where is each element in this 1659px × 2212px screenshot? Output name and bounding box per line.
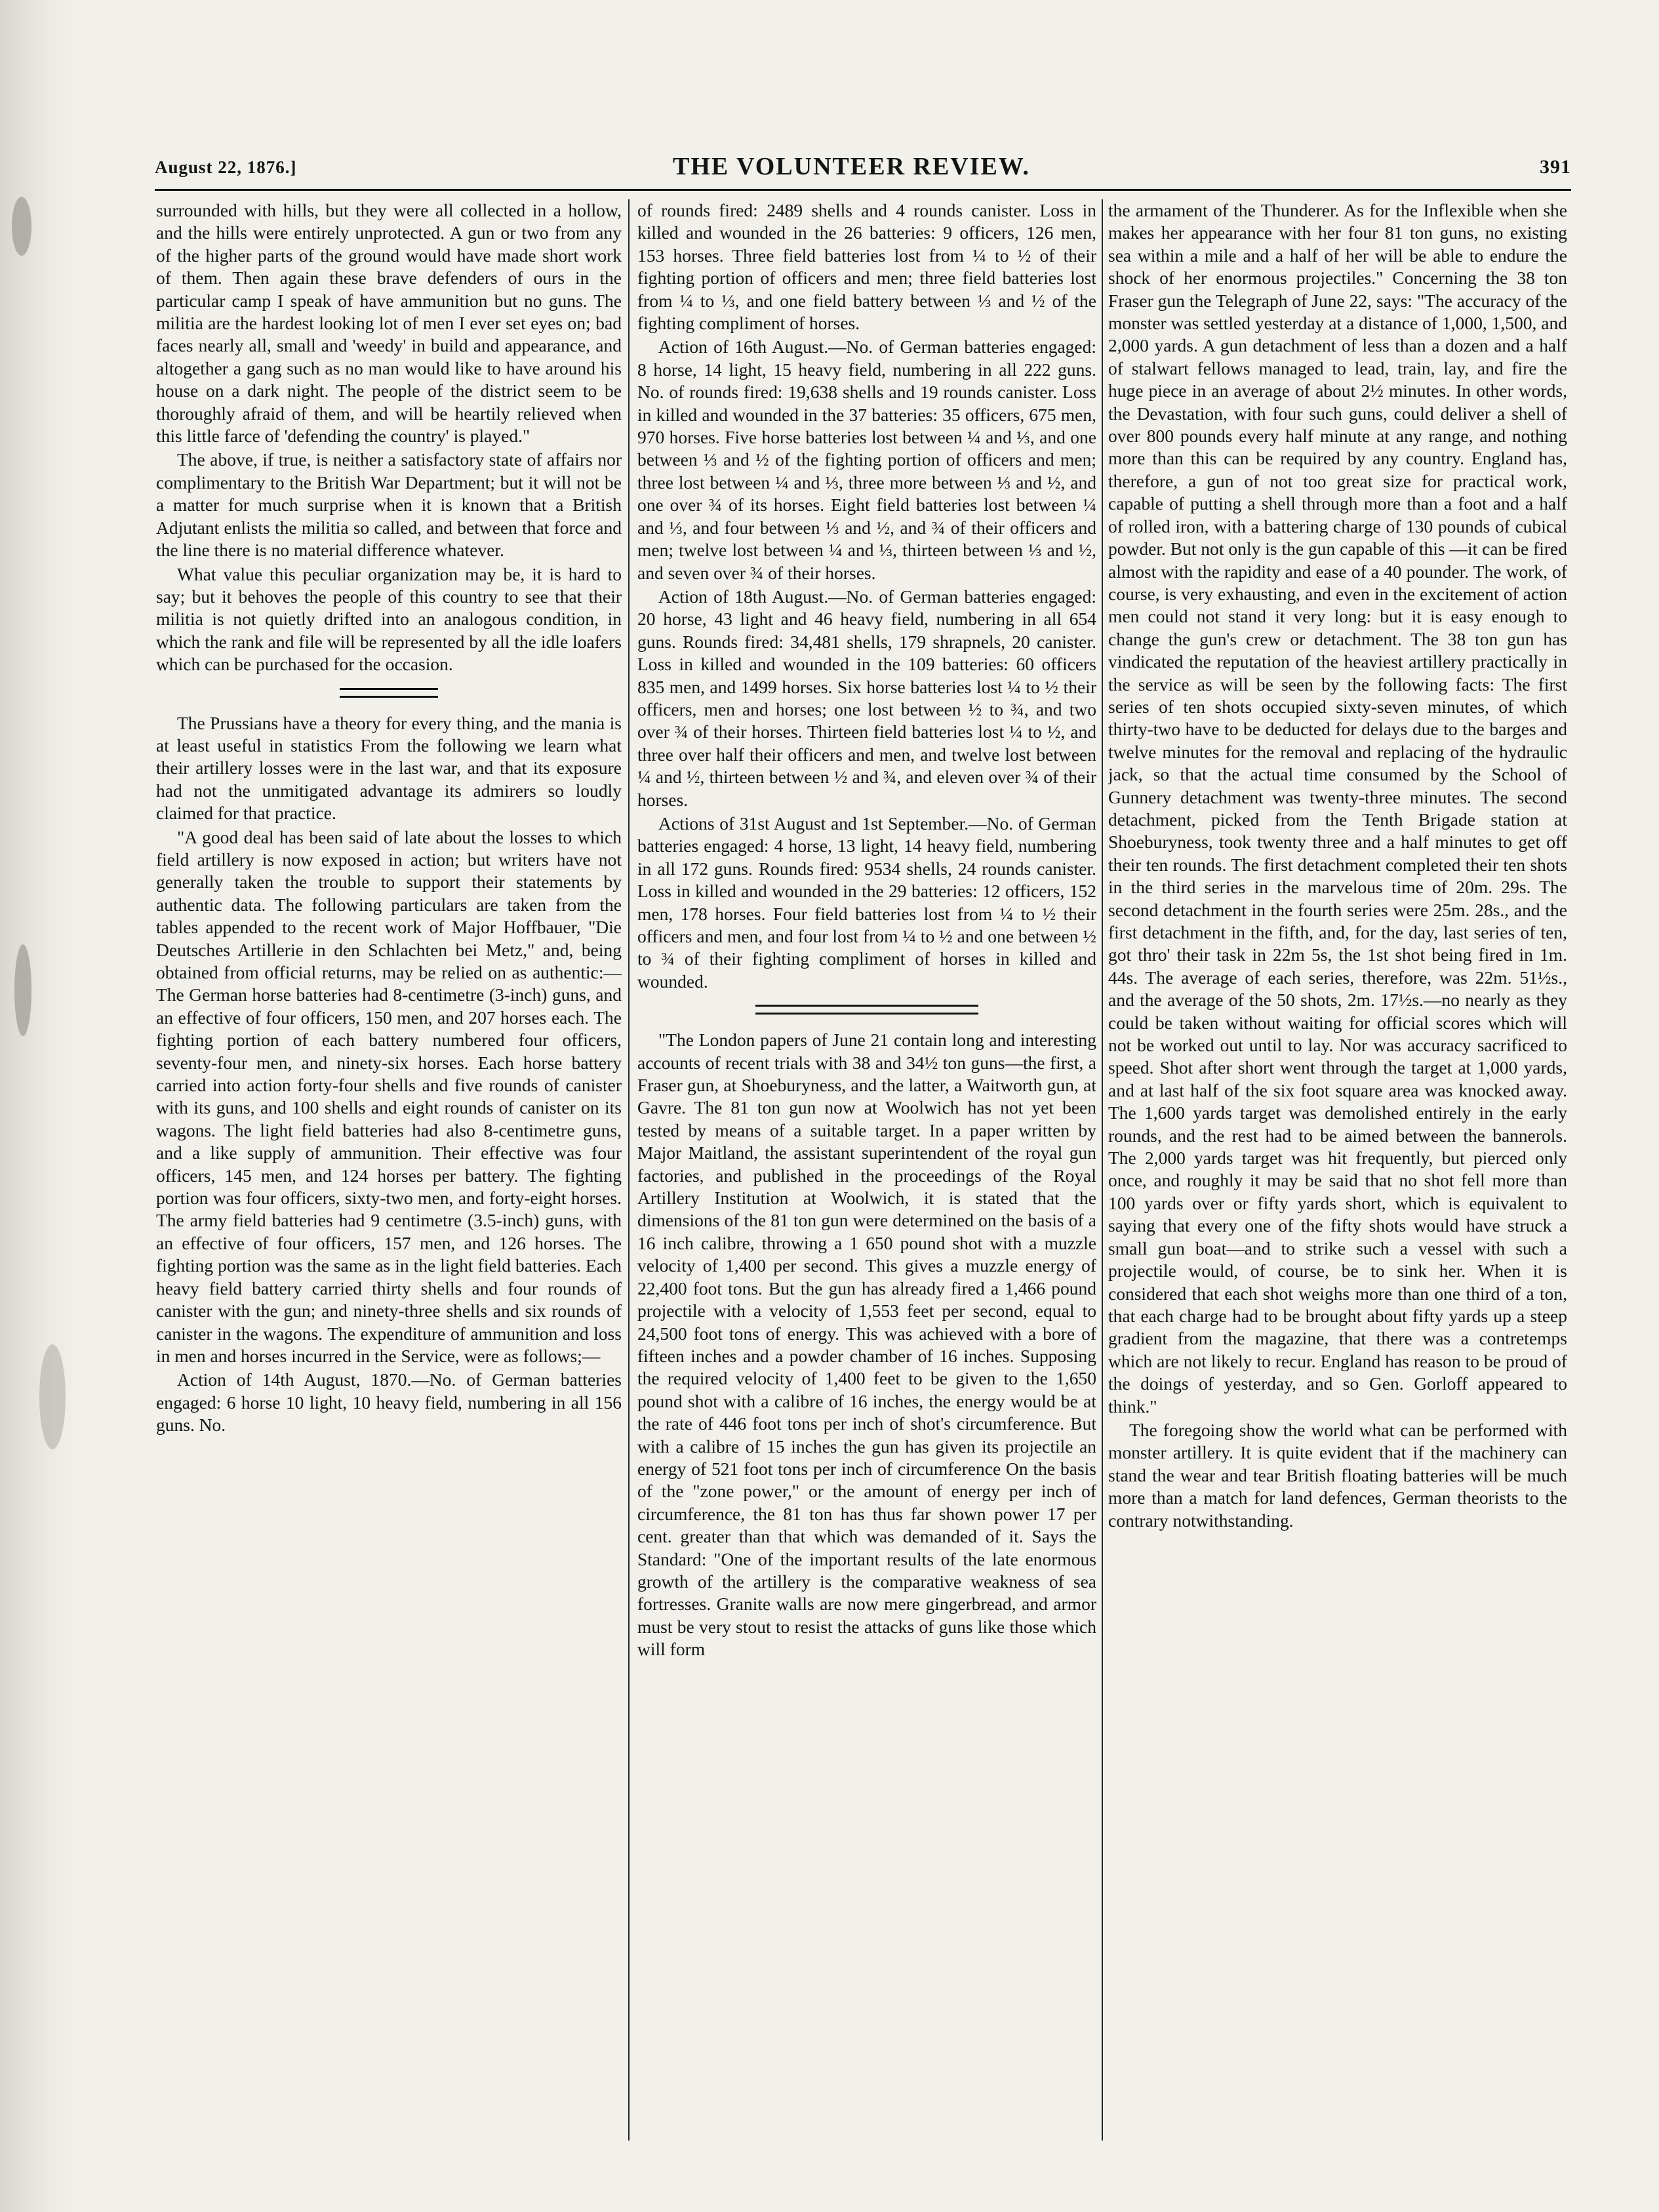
paragraph: The above, if true, is neither a satisfactory state of affairs nor complimentary to the British War Department; but it will not be a matter for much surprise when it is known that a British Adjutant enlists the militia so called, and between that force and the line there is no material difference whatever. (156, 449, 622, 561)
paragraph: the armament of the Thunderer. As for the Inflexible when she makes her appearance with her four 81 ton guns, no existing sea within a mile and a half of her will be able to endure the shock of her enormous projectiles." Concerning the 38 ton Fraser gun the Telegraph of June 22, says: "The accuracy of the monster was settled yesterday at a distance of 1,000, 1,500, and 2,000 yards. A gun detachment of less than a dozen and a half of stalwart fellows managed to lead, train, lay, and fire the huge piece in an average of about 2½ minutes. In other words, the Devastation, with four such guns, could deliver a shell of over 800 pounds every half minute at any range, and nothing more than this can be required by any country. England has, therefore, a gun of not too great size for practical work, capable of putting a shell through more than a foot and a half of rolled iron, with a battering charge of 130 pounds of cubical powder. But not only is the gun capable of this —it can be fired almost with the rapidity and ease of a 40 pounder. The work, of course, is very exhausting, and even in the excitement of action men could not stand it very long: but it is easy enough to change the gun's crew or detachment. The 38 ton gun has vindicated the reputation of the heaviest artillery practically in the service as will be seen by the following facts: The first series of ten shots occupied sixty-seven minutes, of which thirty-two have to be deducted for delays due to the barges and twelve minutes for the removal and replacing of the hydraulic jack, so that the actual time consumed by the School of Gunnery detachment was twenty-three minutes. The second detachment, picked from the Tenth Brigade station at Shoeburyness, took twenty three and a half minutes to get off their ten rounds. The first detachment completed their ten shots in the third series in the marvelous time of 20m. 29s. The second detachment in the fourth series were 25m. 28s., and the first detachment in the fifth, and, for the day, last series of ten, got thro' their task in 22m 5s, the 1st shot being fired in 1m. 44s. The average of each series, therefore, was 22m. 51½s., and the average of the 50 shots, 2m. 17½s.—no nearly as they could be taken without waiting for official scores which will not be worked out until to lay. Nor was accuracy sacrificed to speed. Shot after short went through the target at 1,000 yards, and at last half of the six foot square area was knocked away. The 1,600 yards target was demolished entirely in the early rounds, and the rest had to be aimed between the bannerols. The 2,000 yards target was hit frequently, but pierced only once, and roughly it may be said that no shot fell more than 100 yards over or fifty yards short, which is equivalent to saying that every one of the fifty shots would have struck a small gun boat—and to strike such a vessel with such a projectile would, of course, be to sink her. When it is considered that each shot weighs more than one third of a ton, that each charge had to be brought about fifty yards up a steep gradient from the magazine, that there was a contretemps which are not likely to recur. England has reason to be proud of the doings of yesterday, and so Gen. Gorloff appeared to think." (1108, 200, 1567, 1417)
page-header (155, 152, 1571, 185)
paragraph: of rounds fired: 2489 shells and 4 rounds canister. Loss in killed and wounded in the 26 batteries: 9 officers, 126 men, 153 horses. Three field batteries lost from ¼ to ½ of their fighting portion of officers and men; three field batteries lost from ¼ to ⅓, and one field battery between ⅓ and ½ of the fighting compliment of horses. (637, 200, 1096, 334)
paragraph: What value this peculiar organization may be, it is hard to say; but it behoves the people of this country to see that their militia is not quietly drifted into an analogous condition, in which the rank and file will be represented by all the idle loafers which can be purchased for the occasion. (156, 563, 622, 675)
paragraph: "The London papers of June 21 contain long and interesting accounts of recent trials with 38 and 34½ ton guns—the first, a Fraser gun, at Shoeburyness, and the latter, a Waitworth gun, at Gavre. The 81 ton gun now at Woolwich has not yet been tested by means of a suitable target. In a paper written by Major Maitland, the assistant superintendent of the royal gun factories, and published in the proceedings of the Royal Artillery Institution at Woolwich, it is stated that the dimensions of the 81 ton gun were determined on the basis of a 16 inch calibre, throwing a 1 650 pound shot with a muzzle velocity of 1,400 per second. This gives a muzzle energy of 22,400 foot tons. But the gun has already fired a 1,466 pound projectile with a velocity of 1,553 feet per second, equal to 24,500 foot tons of energy. This was achieved with a bore of fifteen inches and a powder chamber of 16 inches. Supposing the required velocity of 1,400 feet to be given to the 1,650 pound shot with a calibre of 16 inches, the energy would be at the rate of 446 foot tons per inch of shot's circumference. But with a calibre of 15 inches the gun has given its projectile an energy of 521 foot tons per inch of circumference On the basis of the "zone power," or the amount of energy per inch of circumference, the 81 ton has thus far shown power 17 per cent. greater than that which was demanded of it. Says the Standard: "One of the important results of the late enormous growth of the artillery is the comparative weakness of sea fortresses. Granite walls are now mere gingerbread, and armor must be very stout to resist the attacks of guns like those which will form (637, 1030, 1096, 1660)
section-separator (755, 1005, 978, 1015)
paragraph: Action of 18th August.—No. of German batteries engaged: 20 horse, 43 light and 46 heavy field, numbering in all 654 guns. Rounds fired: 34,481 shells, 179 shrapnels, 20 canister. Loss in killed and wounded in the 109 batteries: 60 officers 835 men, and 1499 horses. Six horse batteries lost ¼ to ½ their officers, men and horses; one lost between ½ to ¾, and two over ¾ of their horses. Thirteen field batteries lost ¼ to ½, and three over half their officers and men, and twelve lost between ¼ and ½, thirteen between ½ and ¾, and eleven over ¾ of their horses. (637, 586, 1096, 810)
scan-edge-shadow (0, 0, 79, 2212)
header-rule (155, 189, 1571, 191)
section-separator (340, 688, 438, 698)
paragraph: "A good deal has been said of late about the losses to which field artillery is now exposed in action; but writers have not generally taken the trouble to support their statements by authentic data. The following particulars are taken from the tables appended to the recent work of Major Hoffbauer, "Die Deutsches Artillerie in den Schlachten bei Metz," and, being obtained from official returns, may be relied on as authentic:—The German horse batteries had 8-centimetre (3-inch) guns, and an effective of four officers, 150 men, and 207 horses each. The fighting portion of each battery numbered four officers, seventy-four men, and ninety-six horses. Each horse battery carried into action forty-four shells and five rounds of canister with its guns, and 100 shells and eight rounds of canister on its wagons. The light field batteries had also 8-centimetre guns, and a like supply of ammunition. Their effective was four officers, 145 men, and 124 horses per battery. The fighting portion was four officers, sixty-two men, and forty-eight horses. The army field batteries had 9 centimetre (3.5-inch) guns, with an effective of four officers, 157 men, and 126 horses. The fighting portion was the same as in the light field batteries. Each heavy field battery carried thirty shells and four rounds of canister with the gun; and ninety-three shells and six rounds of canister in the wagons. The expenditure of ammunition and loss in men and horses incurred in the Service, were as follows;— (156, 826, 622, 1366)
ink-smudge (12, 197, 31, 256)
ink-smudge (14, 944, 31, 1036)
paragraph: The foregoing show the world what can be performed with monster artillery. It is quite evident that if the machinery can stand the wear and tear British floating batteries will be much more than a match for land defences, German theorists to the contrary notwithstanding. (1108, 1419, 1567, 1531)
column-3 (1108, 199, 1567, 2160)
column-1 (156, 199, 622, 2160)
publication-title: THE VOLUNTEER REVIEW. (673, 153, 1030, 180)
paragraph: Actions of 31st August and 1st September.—No. of German batteries engaged: 4 horse, 13 light, 14 heavy field, numbering in all 172 guns. Rounds fired: 9534 shells, 24 rounds canister. Loss in killed and wounded in the 29 batteries: 12 officers, 152 men, 178 horses. Four field batteries lost from ¼ to ½ their officers and men, and four lost from ¼ to ½ and one between ½ to ¾ of their fighting compliment of horses in killed and wounded. (637, 813, 1096, 992)
paragraph: Action of 16th August.—No. of German batteries engaged: 8 horse, 14 light, 15 heavy field, numbering in all 222 guns. No. of rounds fired: 19,638 shells and 19 rounds canister. Loss in killed and wounded in the 37 batteries: 35 officers, 675 men, 970 horses. Five horse batteries lost between ¼ and ⅓, and one between ⅓ and ½ of the fighting portion of officers and men; three lost between ¼ and ⅓, three more between ⅓ and ½, and one over ¾ of its horses. Eight field batteries lost between ¼ and ⅓, and four between ⅓ and ½, and ¾ of their officers and men; twelve lost between ¼ and ⅓, thirteen between ⅓ and ½, and seven over ¾ of their horses. (637, 336, 1096, 583)
page-number: 391 (1540, 156, 1571, 178)
paragraph: The Prussians have a theory for every thing, and the mania is at least useful in statistics From the following we learn what their artillery losses were in the last war, and that its exposure had not the unmitigated advantage its admirers so loudly claimed for that practice. (156, 712, 622, 824)
column-rule (628, 199, 630, 2141)
issue-date: August 22, 1876.] (155, 157, 297, 177)
column-rule (1102, 199, 1103, 2141)
ink-smudge (39, 1344, 66, 1449)
column-2 (637, 199, 1096, 2160)
paragraph: surrounded with hills, but they were all collected in a hollow, and the hills were entirely unprotected. A gun or two from any of the higher parts of the ground would have made short work of them. Then again these brave defenders of ours in the particular camp I speak of have ammunition but no guns. The militia are the hardest looking lot of men I ever set eyes on; bad faces nearly all, small and 'weedy' in build and appearance, and altogether a gang such as no man would like to have around his house on a dark night. The people of the district seem to be thoroughly afraid of them, and will be heartily relieved when this little farce of 'defending the country' is played." (156, 200, 622, 447)
paragraph: Action of 14th August, 1870.—No. of German batteries engaged: 6 horse 10 light, 10 heavy field, numbering in all 156 guns. No. (156, 1369, 622, 1436)
